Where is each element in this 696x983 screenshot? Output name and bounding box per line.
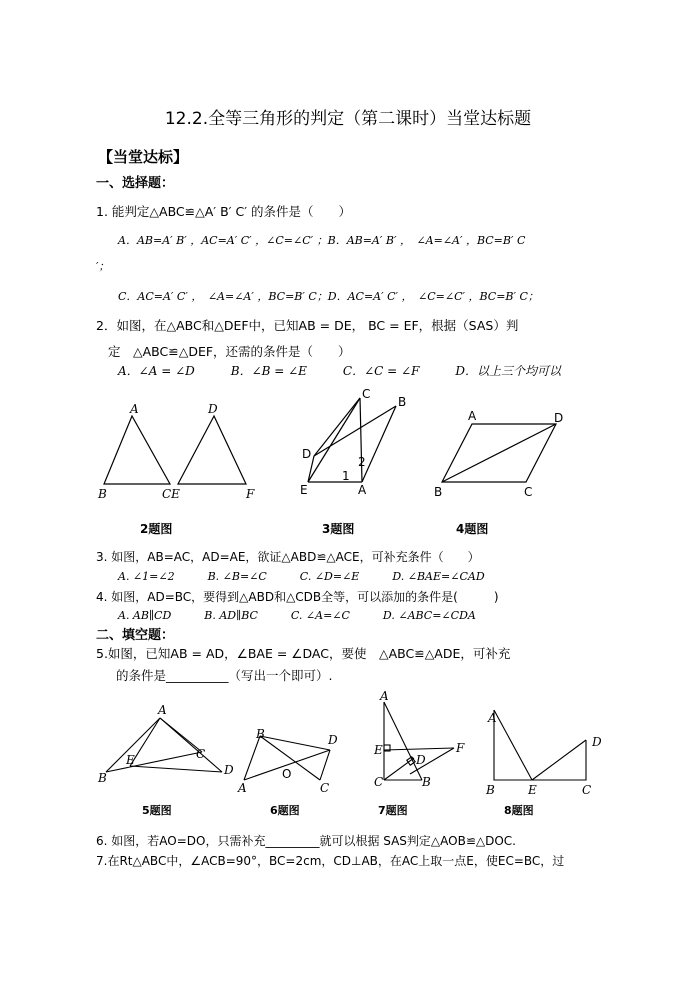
q7-stem: 7.在Rt△ABC中，∠ACB=90°，BC=2cm，CD⊥AB，在AC上取一点E，使EC=BC，过 [96,854,565,868]
fig4-caption: 4题图 [456,522,489,536]
fig3-label-e: E [300,483,308,497]
figures-row-2 [92,690,612,800]
fig7-label-f: F [456,741,465,755]
fig3-label-b: B [398,395,407,409]
q1-options-ab-cont: ′； [96,260,110,273]
fig8-caption: 8题图 [504,804,534,817]
fig8-label-b: B [486,783,495,797]
fig8-label-d: D [592,735,602,749]
fig4-diagram [442,424,556,482]
fig5-diagram [106,718,222,772]
fig5-caption: 5题图 [142,804,172,817]
q1-options-cd: C．AC=A′ C′ ， ∠A=∠A′ ，BC=B′ C；D．AC=A′ C′ ， ∠C=∠C′ ，BC=B′ C； [118,290,539,303]
fig4-label-b: B [434,485,443,499]
fig7-label-c: C [374,775,384,789]
fig3-label-a: A [358,483,367,497]
fig6-label-o: O [282,767,292,781]
q2-options: A．∠A = ∠D B．∠B = ∠E C．∠C = ∠F D．以上三个均可以 [118,364,562,378]
q3-stem: 3. 如图，AB=AC，AD=AE，欲证△ABD≌△ACE，可补充条件（ ） [96,550,480,564]
part2-heading: 二、填空题： [96,628,175,643]
fig8-label-e: E [528,783,537,797]
fig8-label-a: A [488,711,497,725]
q4-stem: 4. 如图，AD=BC，要得到△ABD和△CDB全等，可以添加的条件是( ) [96,590,499,604]
q2-stem: 2．如图，在△ABC和△DEF中，已知AB = DE， BC = EF，根据（SAS）判 [96,318,519,333]
fig6-label-d: D [328,733,338,747]
fig5-label-d: D [224,763,234,777]
fig2-label-d: D [208,402,218,416]
q1-options-ab: A．AB=A′ B′ ，AC=A′ C′ ，∠C=∠C′ ；B．AB=A′ B′ ， ∠A=∠A′ ，BC=B′ C [118,234,526,247]
q1-stem: 1. 能判定△ABC≌△A′ B′ C′ 的条件是（ ） [96,204,352,219]
figures-row-1 [96,387,616,508]
fig4-label-a: A [468,409,477,423]
fig5-label-e: E [126,753,135,767]
fig8-label-c: C [582,783,592,797]
fig5-label-a: A [158,703,167,717]
fig7-label-a: A [380,689,389,703]
fig2-diagram [104,416,246,484]
fig5-label-b: B [98,771,107,785]
fig2-label-f: F [246,487,255,501]
q3-options: A. ∠1=∠2 B. ∠B=∠C C. ∠D=∠E D. ∠BAE=∠CAD [118,570,485,583]
q4-options: A. AB∥CD B. AD∥BC C. ∠A=∠C D. ∠ABC=∠CDA [118,609,476,622]
fig5-label-c: C [196,747,206,761]
q5-stem-cont: 的条件是__________（写出一个即可）. [116,668,333,683]
fig3-label-d: D [302,447,312,461]
fig8-diagram [494,710,586,780]
fig4-label-d: D [554,411,564,425]
fig2-label-a: A [130,402,139,416]
fig6-label-c: C [320,781,330,795]
fig7-label-b: B [422,775,431,789]
fig3-label-c: C [362,387,371,401]
part1-heading: 一、选择题： [96,176,175,191]
fig6-caption: 6题图 [270,804,300,817]
q6-stem: 6. 如图，若AO=DO，只需补充_________就可以根据 SAS判定△AOB≌△DOC. [96,834,516,848]
fig7-label-e: E [374,743,383,757]
fig6-label-b: B [256,727,265,741]
section-header: 【当堂达标】 [98,148,189,166]
fig3-label-1: 1 [342,469,350,483]
fig2-label-ce: CE [162,487,180,501]
page-title: 12.2.全等三角形的判定（第二课时）当堂达标题 [164,109,532,129]
q2-stem-cont: 定 △ABC≌△DEF，还需的条件是（ ） [108,344,351,359]
fig7-label-d: D [416,753,426,767]
fig7-diagram [384,702,454,780]
fig4-label-c: C [524,485,533,499]
q5-stem: 5.如图，已知AB = AD，∠BAE = ∠DAC，要使 △ABC≌△ADE，可补充 [96,646,511,661]
fig3-diagram [308,398,396,482]
fig3-label-2: 2 [358,455,366,469]
fig7-caption: 7题图 [378,804,408,817]
fig3-caption: 3题图 [322,522,355,536]
fig2-caption: 2题图 [140,522,173,536]
fig2-label-b: B [98,487,107,501]
fig6-label-a: A [238,781,247,795]
